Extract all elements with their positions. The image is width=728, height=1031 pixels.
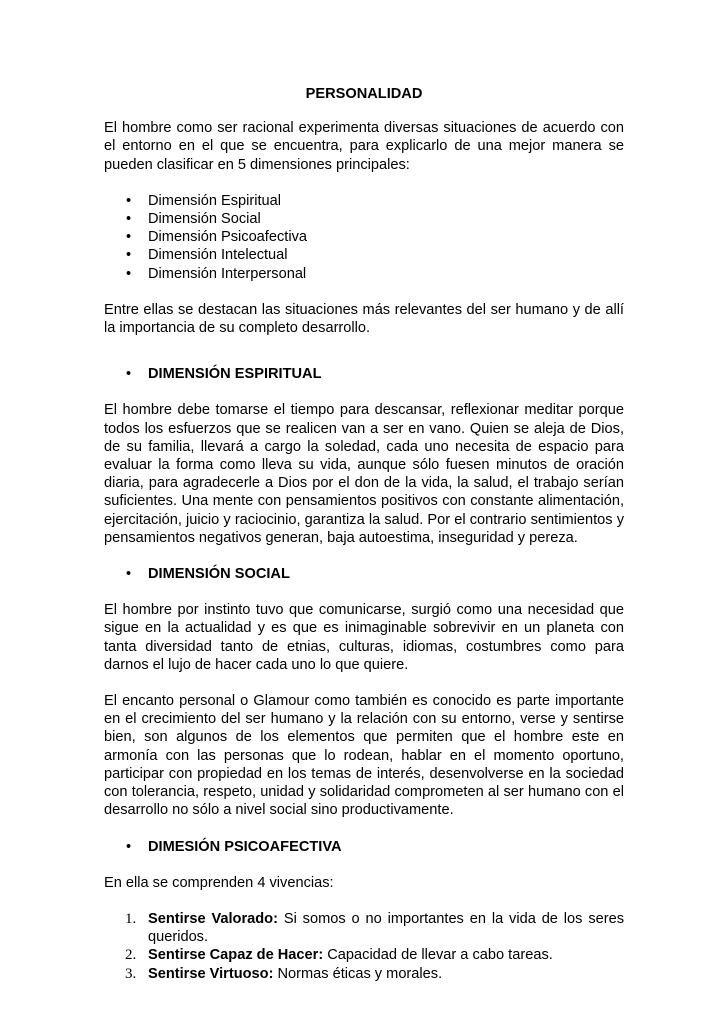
psicoafectiva-intro: En ella se comprenden 4 vivencias: bbox=[104, 874, 334, 891]
document-body bbox=[104, 85, 624, 983]
bullet-icon: • bbox=[126, 247, 132, 264]
bullet-icon: • bbox=[126, 838, 132, 855]
bullet-icon: • bbox=[126, 229, 132, 246]
social-paragraph-2: El encanto personal o Glamour como también es conocido es parte importante en el crecimiento del ser humano y la relación con su entorno, verse y sentirse bien, son algunos de los elementos que permiten que el hombre este en armonía con las personas que lo rodean, hablar en el momento oportuno, participar con propiedad en los temas de interés, desenvolverse en la sociedad con tolerancia, respeto, unidad y solidaridad comprometen al ser humano con el desarrollo no sólo a nivel social sino productivamente. bbox=[104, 693, 624, 819]
document-title: PERSONALIDAD bbox=[305, 86, 423, 102]
list-item: • Dimensión Intelectual bbox=[126, 247, 288, 264]
list-item: • Dimensión Psicoafectiva bbox=[126, 229, 307, 246]
intro-paragraph: El hombre como ser racional experimenta diversas situaciones de acuerdo con el entorno en el que se encuentra, para explicarlo de una mejor manera se pueden clasificar en 5 dimensiones principales: bbox=[104, 120, 624, 173]
bullet-icon: • bbox=[126, 211, 132, 228]
list-item: • Dimensión Espiritual bbox=[126, 192, 282, 209]
bullet-icon: • bbox=[126, 265, 132, 282]
bullet-icon: • bbox=[126, 192, 132, 209]
list-item: 3. Sentirse Virtuoso: Normas éticas y morales. bbox=[125, 965, 443, 982]
list-item: 2. Sentirse Capaz de Hacer: Capacidad de llevar a cabo tareas. bbox=[125, 947, 553, 964]
list-item: • Dimensión Social bbox=[126, 211, 261, 228]
bullet-icon: • bbox=[126, 366, 132, 383]
list-item: 1. Sentirse Valorado: Si somos o no importantes en la vida de los seres queridos. bbox=[125, 910, 624, 946]
dimensions-list bbox=[104, 192, 624, 283]
list-item: • Dimensión Interpersonal bbox=[126, 265, 307, 282]
section-heading-espiritual: • DIMENSIÓN ESPIRITUAL bbox=[126, 366, 322, 383]
section-heading-social: • DIMENSIÓN SOCIAL bbox=[126, 566, 290, 583]
section-heading-psicoafectiva: • DIMESIÓN PSICOAFECTIVA bbox=[126, 838, 342, 855]
espiritual-paragraph: El hombre debe tomarse el tiempo para descansar, reflexionar meditar porque todos los esfuerzos que se realicen van a ser en vano. Quien se aleja de Dios, de su familia, llevará a cargo la soledad, cada uno necesita de espacio para evaluar la forma como lleva su vida, aunque sólo fuesen minutos de oración diaria, para agradecerle a Dios por el don de la vida, la salud, el trabajo serían suficientes. Una mente con pensamientos positivos con constante alimentación, ejercitación, juicio y raciocinio, garantiza la salud. Por el contrario sentimientos y pensamientos negativos generan, baja autoestima, inseguridad y pereza. bbox=[104, 402, 624, 546]
social-paragraph-1: El hombre por instinto tuvo que comunicarse, surgió como una necesidad que sigue en la actualidad y es que es inimaginable sobrevivir en un planeta con tanta diversidad tanto de etnias, culturas, idiomas, costumbres como para darnos el lujo de hacer cada uno lo que quiere. bbox=[104, 602, 624, 673]
bullet-icon: • bbox=[126, 566, 132, 583]
intro2-paragraph: Entre ellas se destacan las situaciones más relevantes del ser humano y de allí la importancia de su completo desarrollo. bbox=[104, 301, 624, 337]
vivencias-list bbox=[104, 910, 624, 983]
